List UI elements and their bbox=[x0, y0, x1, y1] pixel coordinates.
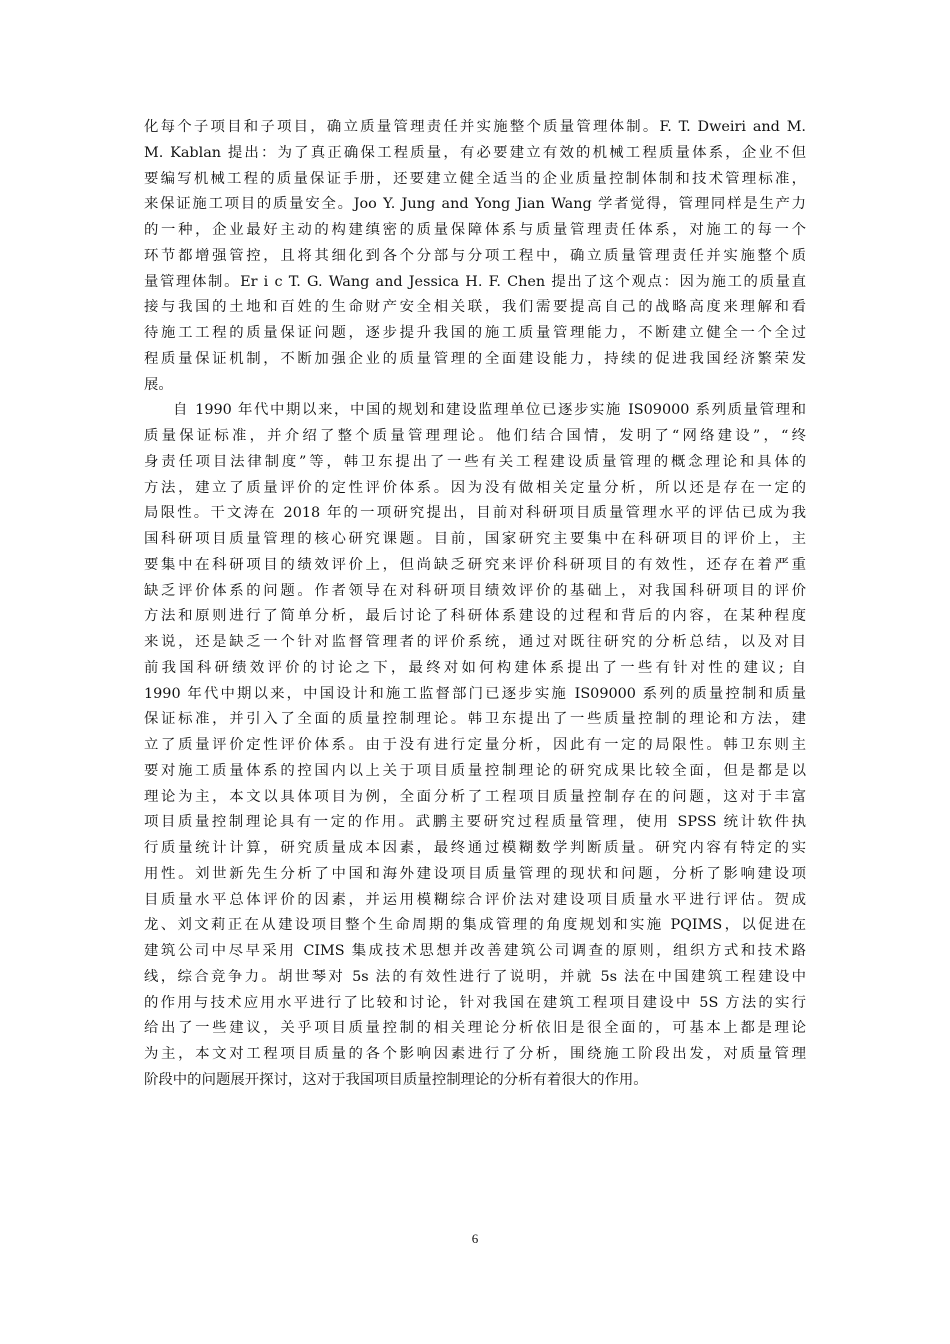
text-line: 要集中在科研项目的绩效评价上，但尚缺乏研究来评价科研项目的有效性，还存在着严重 bbox=[144, 556, 806, 573]
text-line: 线，综合竞争力。胡世琴对 5s 法的有效性进行了说明，并就 5s 法在中国建筑工程建设中 bbox=[144, 968, 806, 985]
text-line: 量管理体制。Er i c T. G. Wang and Jessica H. F. Chen 提出了这个观点：因为施工的质量直 bbox=[144, 273, 806, 290]
text-line: 身责任项目法律制度”等，韩卫东提出了一些有关工程建设质量管理的概念理论和具体的 bbox=[144, 453, 806, 470]
text-line: 用性。刘世新先生分析了中国和海外建设项目质量管理的现状和问题，分析了影响建设项 bbox=[144, 865, 806, 882]
text-line: 项目质量控制理论具有一定的作用。武鹏主要研究过程质量管理，使用 SPSS 统计软件执 bbox=[144, 814, 806, 831]
text-line: 待施工工程的质量保证问题，逐步提升我国的施工质量管理能力，不断建立健全一个全过 bbox=[144, 325, 806, 341]
text-line: M. Kablan 提出：为了真正确保工程质量，有必要建立有效的机械工程质量体系，企业不但 bbox=[144, 144, 806, 161]
paragraph-first-line: 自 1990 年代中期以来，中国的规划和建设监理单位已逐步实施 IS09000 系列质量管理和 bbox=[173, 402, 806, 419]
text-line: 国科研项目质量管理的核心研究课题。目前，国家研究主要集中在科研项目的评价上，主 bbox=[144, 531, 806, 547]
text-line: 局限性。干文涛在 2018 年的一项研究提出，目前对科研项目质量管理水平的评估已成为我 bbox=[144, 505, 806, 522]
text-line: 来保证施工项目的质量安全。Joo Y. Jung and Yong Jian Wang 学者觉得，管理同样是生产力 bbox=[144, 196, 806, 213]
text-line: 1990 年代中期以来，中国设计和施工监督部门已逐步实施 IS09000 系列的质量控制和质量 bbox=[144, 685, 806, 702]
text-line: 质量保证标准，并介绍了整个质量管理理论。他们结合国情，发明了“网络建设”，“终 bbox=[144, 428, 806, 444]
text-line: 保证标准，并引入了全面的质量控制理论。韩卫东提出了一些质量控制的理论和方法，建 bbox=[144, 711, 806, 728]
text-line: 展。 bbox=[144, 376, 173, 393]
text-line: 建筑公司中尽早采用 CIMS 集成技术思想并改善建筑公司调查的原则，组织方式和技术路 bbox=[144, 943, 806, 959]
text-line: 龙、刘文莉正在从建设项目整个生命周期的集成管理的角度规划和实施 PQIMS，以促进在 bbox=[144, 917, 806, 934]
text-line: 缺乏评价体系的问题。作者领导在对科研项目绩效评价的基础上，对我国科研项目的评价 bbox=[144, 582, 806, 599]
body-text bbox=[144, 115, 806, 1094]
text-line: 接与我国的土地和百姓的生命财产安全相关联，我们需要提高自己的战略高度来理解和看 bbox=[144, 299, 806, 316]
text-line: 方法，建立了质量评价的定性评价体系。因为没有做相关定量分析，所以还是存在一定的 bbox=[144, 479, 806, 496]
text-line: 的一种，企业最好主动的构建缜密的质量保障体系与质量管理责任体系，对施工的每一个 bbox=[144, 222, 806, 238]
text-line: 理论为主，本文以具体项目为例，全面分析了工程项目质量控制存在的问题，这对于丰富 bbox=[144, 788, 806, 805]
text-line: 行质量统计计算，研究质量成本因素，最终通过模糊数学判断质量。研究内容有特定的实 bbox=[144, 840, 806, 856]
text-line: 化每个子项目和子项目，确立质量管理责任并实施整个质量管理体制。F. T. Dweiri and M. bbox=[144, 119, 806, 135]
text-line: 为主，本文对工程项目质量的各个影响因素进行了分析，围绕施工阶段出发，对质量管理 bbox=[144, 1046, 806, 1062]
text-line: 程质量保证机制，不断加强企业的质量管理的全面建设能力，持续的促进我国经济繁荣发 bbox=[144, 350, 806, 367]
text-line: 的作用与技术应用水平进行了比较和讨论，针对我国在建筑工程项目建设中 5S 方法的实行 bbox=[144, 994, 806, 1011]
text-line: 前我国科研绩效评价的讨论之下，最终对如何构建体系提出了一些有针对性的建议; 自 bbox=[144, 659, 806, 676]
text-line: 要对施工质量体系的控国内以上关于项目质量控制理论的研究成果比较全面，但是都是以 bbox=[144, 762, 806, 779]
text-line: 立了质量评价定性评价体系。由于没有进行定量分析，因此有一定的局限性。韩卫东则主 bbox=[144, 737, 806, 753]
text-line: 来说，还是缺乏一个针对监督管理者的评价系统，通过对既往研究的分析总结，以及对目 bbox=[144, 634, 806, 650]
text-line: 要编写机械工程的质量保证手册，还要建立健全适当的企业质量控制体制和技术管理标准， bbox=[144, 170, 806, 187]
text-line: 阶段中的问题展开探讨，这对于我国项目质量控制理论的分析有着很大的作用。 bbox=[144, 1071, 648, 1088]
text-line: 环节都增强管控，且将其细化到各个分部与分项工程中，确立质量管理责任并实施整个质 bbox=[144, 247, 806, 264]
page-number: 6 bbox=[471, 1231, 479, 1246]
text-line: 方法和原则进行了简单分析，最后讨论了科研体系建设的过程和背后的内容，在某种程度 bbox=[144, 608, 806, 625]
text-line: 给出了一些建议，关乎项目质量控制的相关理论分析依旧是很全面的，可基本上都是理论 bbox=[144, 1020, 806, 1037]
text-line: 目质量水平总体评价的因素，并运用模糊综合评价法对建设项目质量水平进行评估。贺成 bbox=[144, 891, 806, 908]
